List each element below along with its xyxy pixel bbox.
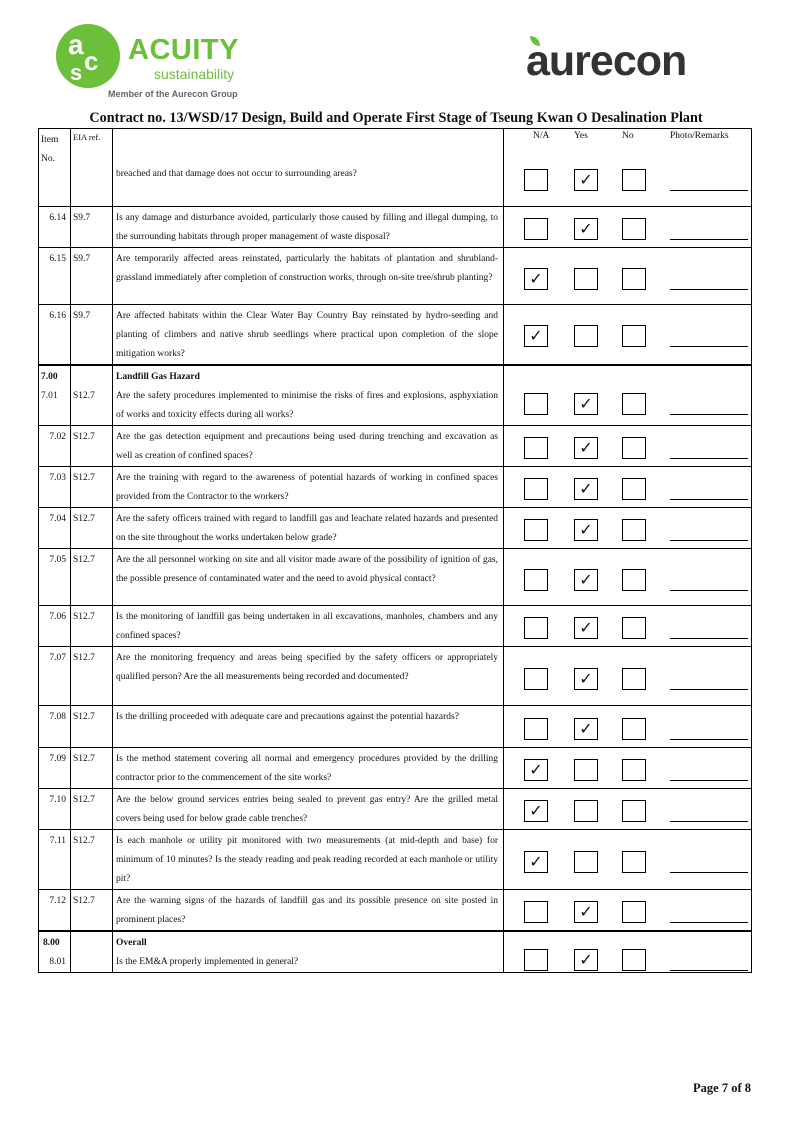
item-number: 7.01 xyxy=(41,390,58,401)
remarks-line[interactable] xyxy=(670,458,748,459)
question-cell xyxy=(113,128,504,206)
yes-checkbox[interactable] xyxy=(574,851,598,873)
remarks-line[interactable] xyxy=(670,821,748,822)
eia-ref: S12.7 xyxy=(73,513,95,524)
yes-checkbox[interactable]: ✓ xyxy=(574,718,598,740)
no-checkbox[interactable] xyxy=(622,478,646,500)
eia-ref: S9.7 xyxy=(73,253,91,264)
acuity-tagline: sustainability xyxy=(154,66,235,82)
item-number: 7.10 xyxy=(49,794,66,805)
item-number-cell xyxy=(39,788,71,829)
eia-ref-cell xyxy=(71,705,113,747)
no-checkbox[interactable] xyxy=(622,901,646,923)
no-checkbox[interactable] xyxy=(622,268,646,290)
no-checkbox[interactable] xyxy=(622,569,646,591)
item-number: 7.04 xyxy=(49,513,66,524)
yes-checkbox[interactable]: ✓ xyxy=(574,901,598,923)
question-cell xyxy=(113,889,504,931)
response-cell xyxy=(504,788,752,829)
question-cell xyxy=(113,425,504,466)
na-checkbox[interactable] xyxy=(524,668,548,690)
na-checkbox[interactable] xyxy=(524,949,548,971)
yes-checkbox[interactable]: ✓ xyxy=(574,668,598,690)
item-number: 7.12 xyxy=(49,895,66,906)
col-na-header: N/A xyxy=(533,130,550,141)
response-cell xyxy=(504,128,752,206)
eia-ref-cell xyxy=(71,605,113,646)
question-cell xyxy=(113,788,504,829)
remarks-line[interactable] xyxy=(670,590,748,591)
item-number-cell xyxy=(39,128,71,206)
remarks-line[interactable] xyxy=(670,780,748,781)
aurecon-logo: aurecon xyxy=(526,37,687,85)
eia-ref-cell xyxy=(71,788,113,829)
na-checkbox[interactable] xyxy=(524,169,548,191)
remarks-line[interactable] xyxy=(670,739,748,740)
checklist-row xyxy=(39,466,752,507)
question-cell xyxy=(113,548,504,605)
eia-ref: S12.7 xyxy=(73,652,95,663)
yes-checkbox[interactable]: ✓ xyxy=(574,393,598,415)
question-cell xyxy=(113,931,504,973)
eia-ref-cell xyxy=(71,128,113,206)
no-checkbox[interactable] xyxy=(622,325,646,347)
response-cell xyxy=(504,747,752,788)
col-eia-header: EIA ref. xyxy=(73,131,101,142)
response-cell xyxy=(504,206,752,247)
svg-text:c: c xyxy=(84,46,99,76)
eia-ref: S12.7 xyxy=(73,611,95,622)
response-cell xyxy=(504,931,752,973)
item-number-cell xyxy=(39,206,71,247)
na-checkbox[interactable] xyxy=(524,218,548,240)
eia-ref: S12.7 xyxy=(73,431,95,442)
eia-ref-cell xyxy=(71,247,113,304)
contract-title: Contract no. 13/WSD/17 Design, Build and Operate First Stage of Tseung Kwan O Desalination Plant xyxy=(89,110,703,126)
question-text: Is the drilling proceeded with adequate care and precautions against the potential hazards? xyxy=(116,711,459,722)
checklist-row xyxy=(39,705,752,747)
item-number-cell xyxy=(39,705,71,747)
question-text: Is the method statement covering all normal and emergency procedures provided by the drilling contractor prior to the commencement of the site works? xyxy=(116,753,498,783)
remarks-line[interactable] xyxy=(670,872,748,873)
item-number: 6.16 xyxy=(49,310,66,321)
item-number: 8.00 xyxy=(43,937,60,948)
checklist-row xyxy=(39,507,752,548)
question-text: Are affected habitats within the Clear Water Bay Country Bay reinstated by hydro-seeding and planting of climbers and native shrub seedlings where practical upon completion of the slope mitigation works? xyxy=(116,310,498,359)
remarks-line[interactable] xyxy=(670,638,748,639)
checklist-row xyxy=(39,128,752,206)
yes-checkbox[interactable]: ✓ xyxy=(574,569,598,591)
eia-ref: S12.7 xyxy=(73,390,95,401)
no-checkbox[interactable] xyxy=(622,851,646,873)
na-checkbox[interactable]: ✓ xyxy=(524,851,548,873)
response-cell xyxy=(504,646,752,705)
remarks-line[interactable] xyxy=(670,289,748,290)
no-checkbox[interactable] xyxy=(622,437,646,459)
no-checkbox[interactable] xyxy=(622,759,646,781)
eia-ref: S9.7 xyxy=(73,212,91,223)
section-heading: Overall xyxy=(116,937,147,948)
no-checkbox[interactable] xyxy=(622,393,646,415)
response-cell xyxy=(504,425,752,466)
item-number: 7.07 xyxy=(49,652,66,663)
item-number-cell xyxy=(39,466,71,507)
remarks-line[interactable] xyxy=(670,970,748,971)
no-checkbox[interactable] xyxy=(622,718,646,740)
checklist-row xyxy=(39,425,752,466)
item-number: 7.06 xyxy=(49,611,66,622)
na-checkbox[interactable] xyxy=(524,617,548,639)
question-text: Are the monitoring frequency and areas being specified by the safety officers or appropriately qualified person? Are the all measurements being recorded and documented? xyxy=(116,652,498,682)
question-text: Is any damage and disturbance avoided, particularly those caused by filling and illegal dumping, to the surrounding habitats through proper management of waste disposal? xyxy=(116,212,498,242)
question-cell xyxy=(113,206,504,247)
na-checkbox[interactable]: ✓ xyxy=(524,759,548,781)
na-checkbox[interactable] xyxy=(524,393,548,415)
yes-checkbox[interactable]: ✓ xyxy=(574,437,598,459)
yes-checkbox[interactable] xyxy=(574,268,598,290)
no-checkbox[interactable] xyxy=(622,218,646,240)
remarks-line[interactable] xyxy=(670,346,748,347)
eia-ref: S12.7 xyxy=(73,472,95,483)
remarks-line[interactable] xyxy=(670,499,748,500)
item-number-cell xyxy=(39,304,71,365)
yes-checkbox[interactable]: ✓ xyxy=(574,617,598,639)
remarks-line[interactable] xyxy=(670,922,748,923)
checklist-row xyxy=(39,788,752,829)
question-cell xyxy=(113,605,504,646)
response-cell xyxy=(504,889,752,931)
eia-ref: S12.7 xyxy=(73,794,95,805)
question-text: Are the below ground services entries being sealed to prevent gas entry? Are the grilled metal covers being used for below grade cable trenches? xyxy=(116,794,498,824)
remarks-line[interactable] xyxy=(670,540,748,541)
na-checkbox[interactable] xyxy=(524,437,548,459)
col-remarks-header: Photo/Remarks xyxy=(670,130,729,141)
svg-text:s: s xyxy=(70,60,83,85)
checklist-row xyxy=(39,889,752,931)
item-number: 6.14 xyxy=(49,212,66,223)
na-checkbox[interactable]: ✓ xyxy=(524,800,548,822)
checklist-row xyxy=(39,931,752,973)
yes-checkbox[interactable]: ✓ xyxy=(574,519,598,541)
item-number: 7.09 xyxy=(49,753,66,764)
item-number-cell xyxy=(39,247,71,304)
acuity-wordmark: ACUITY xyxy=(128,34,239,66)
member-note: Member of the Aurecon Group xyxy=(108,89,238,99)
item-number-cell xyxy=(39,889,71,931)
item-number-cell xyxy=(39,747,71,788)
item-number: 7.03 xyxy=(49,472,66,483)
no-checkbox[interactable] xyxy=(622,519,646,541)
eia-ref-cell xyxy=(71,206,113,247)
question-cell xyxy=(113,646,504,705)
question-cell xyxy=(113,705,504,747)
item-number-cell xyxy=(39,646,71,705)
response-cell xyxy=(504,365,752,426)
eia-ref-cell xyxy=(71,365,113,426)
page-number: Page 7 of 8 xyxy=(693,1081,751,1095)
eia-ref: S12.7 xyxy=(73,895,95,906)
question-cell xyxy=(113,747,504,788)
na-checkbox[interactable] xyxy=(524,569,548,591)
eia-ref: S12.7 xyxy=(73,554,95,565)
item-number: 7.08 xyxy=(49,711,66,722)
checklist-row xyxy=(39,646,752,705)
na-checkbox[interactable] xyxy=(524,718,548,740)
question-text: Are the safety procedures implemented to minimise the risks of fires and explosions, asphyxiation of works and toxicity effects during all works? xyxy=(116,390,498,420)
question-cell xyxy=(113,365,504,426)
no-checkbox[interactable] xyxy=(622,169,646,191)
col-no-header: No xyxy=(622,130,634,141)
checklist-row xyxy=(39,548,752,605)
na-checkbox[interactable] xyxy=(524,519,548,541)
question-cell xyxy=(113,507,504,548)
item-number: 7.11 xyxy=(49,835,66,846)
no-checkbox[interactable] xyxy=(622,949,646,971)
response-cell xyxy=(504,548,752,605)
item-number: 7.02 xyxy=(49,431,66,442)
response-cell xyxy=(504,247,752,304)
remarks-line[interactable] xyxy=(670,689,748,690)
item-number-cell xyxy=(39,507,71,548)
item-number-cell xyxy=(39,365,71,426)
item-number-cell xyxy=(39,425,71,466)
response-cell xyxy=(504,829,752,889)
eia-ref-cell xyxy=(71,889,113,931)
question-text: Are the gas detection equipment and precautions being used during trenching and excavation as well as creation of confined spaces? xyxy=(116,431,498,461)
section-heading: Landfill Gas Hazard xyxy=(116,371,200,382)
question-text: Is each manhole or utility pit monitored with two measurements (at mid-depth and base) for minimum of 10 minutes? Is the steady reading and peak reading recorded at each manhole or utility pit? xyxy=(116,835,498,884)
yes-checkbox[interactable] xyxy=(574,759,598,781)
response-cell xyxy=(504,304,752,365)
yes-checkbox[interactable] xyxy=(574,325,598,347)
checklist-row xyxy=(39,304,752,365)
response-cell xyxy=(504,507,752,548)
eia-ref: S12.7 xyxy=(73,835,95,846)
col-item-header: Item No. xyxy=(41,134,59,164)
question-text: Is the monitoring of landfill gas being undertaken in all excavations, manholes, chambers and any confined spaces? xyxy=(116,611,498,641)
item-number: 7.05 xyxy=(49,554,66,565)
checklist-row xyxy=(39,365,752,426)
na-checkbox[interactable] xyxy=(524,478,548,500)
question-cell xyxy=(113,304,504,365)
response-cell xyxy=(504,466,752,507)
question-text: Are the training with regard to the awareness of potential hazards of working in confined spaces provided from the Contractor to the workers? xyxy=(116,472,498,502)
eia-ref-cell xyxy=(71,548,113,605)
question-text: Are the safety officers trained with regard to landfill gas and leachate related hazards and presented on the site throughout the works undertaken below grade? xyxy=(116,513,498,543)
question-text: Are temporarily affected areas reinstated, particularly the habitats of plantation and shrubland-grassland immediately after completion of construction works, through on-site tree/shrub planting? xyxy=(116,253,498,283)
na-checkbox[interactable]: ✓ xyxy=(524,325,548,347)
question-cell xyxy=(113,466,504,507)
question-text: breached and that damage does not occur to surrounding areas? xyxy=(116,168,357,179)
checklist-table xyxy=(38,128,752,973)
yes-checkbox[interactable]: ✓ xyxy=(574,169,598,191)
item-number: 6.15 xyxy=(49,253,66,264)
remarks-line[interactable] xyxy=(670,414,748,415)
yes-checkbox[interactable]: ✓ xyxy=(574,218,598,240)
eia-ref-cell xyxy=(71,829,113,889)
remarks-line[interactable] xyxy=(670,239,748,240)
eia-ref: S12.7 xyxy=(73,753,95,764)
remarks-line[interactable] xyxy=(670,190,748,191)
checklist-row xyxy=(39,247,752,304)
item-number-cell xyxy=(39,548,71,605)
item-number-cell xyxy=(39,931,71,973)
item-number-cell xyxy=(39,829,71,889)
question-text: Are the all personnel working on site and all visitor made aware of the possibility of ignition of gas, the possible presence of contaminated water and the need to avoid physical contact? xyxy=(116,554,498,584)
svg-text:a: a xyxy=(68,29,84,60)
no-checkbox[interactable] xyxy=(622,800,646,822)
question-cell xyxy=(113,829,504,889)
eia-ref-cell xyxy=(71,646,113,705)
yes-checkbox[interactable]: ✓ xyxy=(574,478,598,500)
eia-ref-cell xyxy=(71,425,113,466)
eia-ref-cell xyxy=(71,304,113,365)
item-number: 8.01 xyxy=(49,956,66,967)
item-number-cell xyxy=(39,605,71,646)
response-cell xyxy=(504,605,752,646)
response-cell xyxy=(504,705,752,747)
na-checkbox[interactable]: ✓ xyxy=(524,268,548,290)
yes-checkbox[interactable] xyxy=(574,800,598,822)
item-number: 7.00 xyxy=(41,371,58,382)
checklist-row xyxy=(39,829,752,889)
eia-ref: S9.7 xyxy=(73,310,91,321)
na-checkbox[interactable] xyxy=(524,901,548,923)
eia-ref-cell xyxy=(71,931,113,973)
checklist-row xyxy=(39,747,752,788)
eia-ref-cell xyxy=(71,466,113,507)
no-checkbox[interactable] xyxy=(622,617,646,639)
question-cell xyxy=(113,247,504,304)
eia-ref-cell xyxy=(71,747,113,788)
checklist-row xyxy=(39,206,752,247)
col-yes-header: Yes xyxy=(574,130,588,141)
question-text: Is the EM&A properly implemented in general? xyxy=(116,956,299,967)
eia-ref: S12.7 xyxy=(73,711,95,722)
question-text: Are the warning signs of the hazards of landfill gas and its possible presence on site posted in prominent places? xyxy=(116,895,498,925)
no-checkbox[interactable] xyxy=(622,668,646,690)
yes-checkbox[interactable]: ✓ xyxy=(574,949,598,971)
eia-ref-cell xyxy=(71,507,113,548)
checklist-row xyxy=(39,605,752,646)
